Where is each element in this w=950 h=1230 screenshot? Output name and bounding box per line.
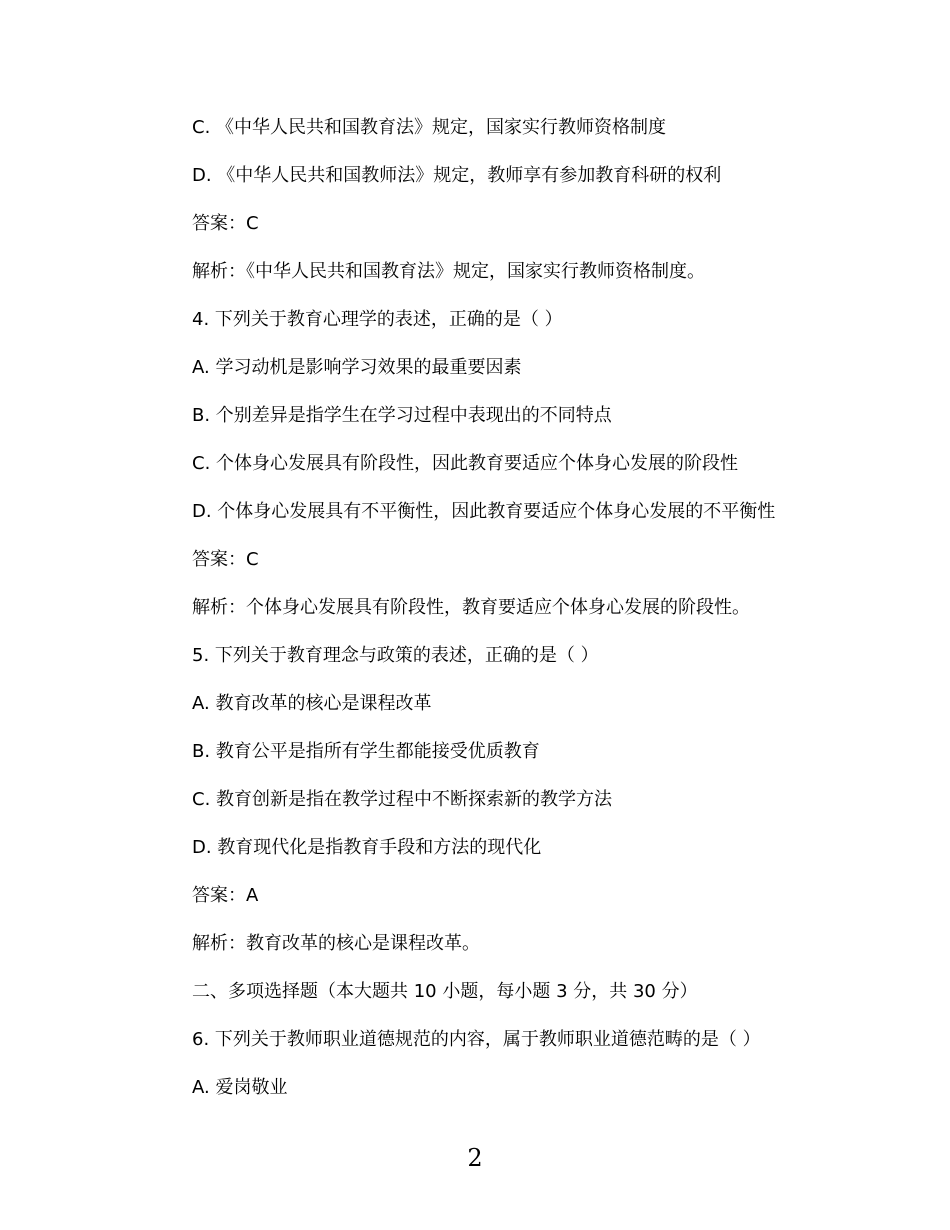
document-body bbox=[192, 113, 912, 1121]
option-line: C. 《中华人民共和国教育法》规定，国家实行教师资格制度 bbox=[192, 117, 667, 138]
answer-line: 答案：A bbox=[192, 885, 259, 906]
question-line: 6. 下列关于教师职业道德规范的内容，属于教师职业道德范畴的是（ ） bbox=[192, 1029, 761, 1050]
explanation-line: 解析：《中华人民共和国教育法》规定，国家实行教师资格制度。 bbox=[192, 261, 705, 282]
option-line: B. 个别差异是指学生在学习过程中表现出的不同特点 bbox=[192, 405, 612, 426]
page-number: 2 bbox=[467, 1144, 483, 1172]
explanation-line: 解析：个体身心发展具有阶段性，教育要适应个体身心发展的阶段性。 bbox=[192, 597, 750, 618]
question-line: 4. 下列关于教育心理学的表述，正确的是（ ） bbox=[192, 309, 563, 330]
section-heading: 二、多项选择题（本大题共 10 小题，每小题 3 分，共 30 分） bbox=[192, 981, 698, 1002]
option-line: A. 爱岗敬业 bbox=[192, 1077, 288, 1098]
option-line: B. 教育公平是指所有学生都能接受优质教育 bbox=[192, 741, 540, 762]
question-line: 5. 下列关于教育理念与政策的表述，正确的是（ ） bbox=[192, 645, 599, 666]
option-line: C. 教育创新是指在教学过程中不断探索新的教学方法 bbox=[192, 789, 613, 810]
option-line: C. 个体身心发展具有阶段性，因此教育要适应个体身心发展的阶段性 bbox=[192, 453, 739, 474]
option-line: D. 《中华人民共和国教师法》规定，教师享有参加教育科研的权利 bbox=[192, 165, 722, 186]
answer-line: 答案：C bbox=[192, 549, 259, 570]
option-line: A. 教育改革的核心是课程改革 bbox=[192, 693, 432, 714]
answer-line: 答案：C bbox=[192, 213, 259, 234]
explanation-line: 解析：教育改革的核心是课程改革。 bbox=[192, 933, 480, 954]
option-line: A. 学习动机是影响学习效果的最重要因素 bbox=[192, 357, 522, 378]
option-line: D. 个体身心发展具有不平衡性，因此教育要适应个体身心发展的不平衡性 bbox=[192, 501, 776, 522]
option-line: D. 教育现代化是指教育手段和方法的现代化 bbox=[192, 837, 542, 858]
